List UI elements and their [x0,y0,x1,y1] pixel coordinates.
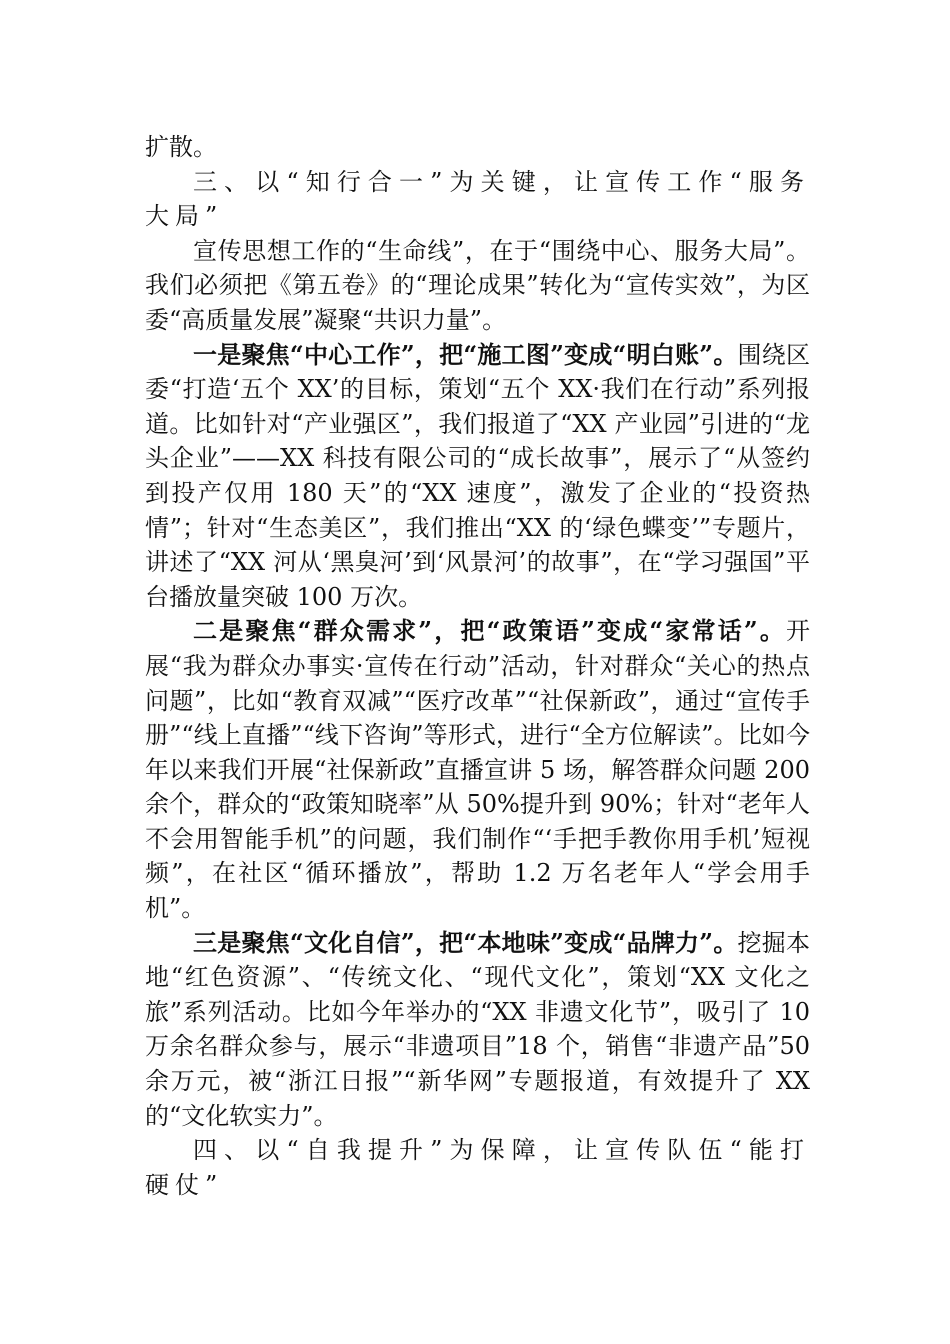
section-heading-3: 三、以“知行合一”为关键，让宣传工作“服务大局” [145,167,810,231]
section-heading-4: 四、以“自我提升”为保障，让宣传队伍“能打硬仗” [145,1136,810,1199]
paragraph-point-2 [145,614,810,925]
point-1-body: 围绕区委“打造‘五个 XX’的目标，策划“五个 XX·我们在行动”系列报道。比如针对“产业强区”，我们报道了“XX 产业园”引进的“龙头企业”——XX 科技有限公司的“成长故事”，展示了“从签约到投产仅用 180 天”的“XX 速度”，激发了企业的“投资热情”；针对“生态美区”，我们推出“XX 的‘绿色蝶变’”专题片，讲述了“XX 河从‘黑臭河’到‘风景河’的故事”，在“学习强国”平台播放量突破 100 万次。 [145,340,811,611]
point-3-body: 挖掘本地“红色资源”、“传统文化、“现代文化”，策划“XX 文化之旅”系列活动。比如今年举办的“XX 非遗文化节”，吸引了 10 万余名群众参与，展示“非遗项目”18 个，销售“非遗产品”50 余万元，被“浙江日报”“新华网”专题报道，有效提升了 XX 的“文化软实力”。 [145,928,811,1130]
paragraph-intro: 宣传思想工作的“生命线”，在于“围绕中心、服务大局”。我们必须把《第五卷》的“理论成果”转化为“宣传实效”，为区委“高质量发展”凝聚“共识力量”。 [145,236,810,334]
document-page [145,130,810,1202]
paragraph-point-1 [145,338,810,615]
paragraph-point-3 [145,926,810,1134]
point-2-lead: 二是聚焦“群众需求”，把“政策语”变成“家常话”。 [193,616,786,646]
paragraph-continuation: 扩散。 [145,133,217,161]
point-1-lead: 一是聚焦“中心工作”，把“施工图”变成“明白账”。 [193,339,738,369]
point-3-lead: 三是聚焦“文化自信”，把“本地味”变成“品牌力”。 [193,927,738,957]
point-2-body: 开展“我为群众办事实·宣传在行动”活动，针对群众“关心的热点问题”，比如“教育双减”“医疗改革”“社保新政”，通过“宣传手册”“线上直播”“线下咨询”等形式，进行“全方位解读”。比如今年以来我们开展“社保新政”直播宣讲 5 场，解答群众问题 200 余个，群众的“政策知晓率”从 50%提升到 90%；针对“老年人不会用智能手机”的问题，我们制作“‘手把手教你用手机’短视频”，在社区“循环播放”，帮助 1.2 万名老年人“学会用手机”。 [145,617,810,923]
